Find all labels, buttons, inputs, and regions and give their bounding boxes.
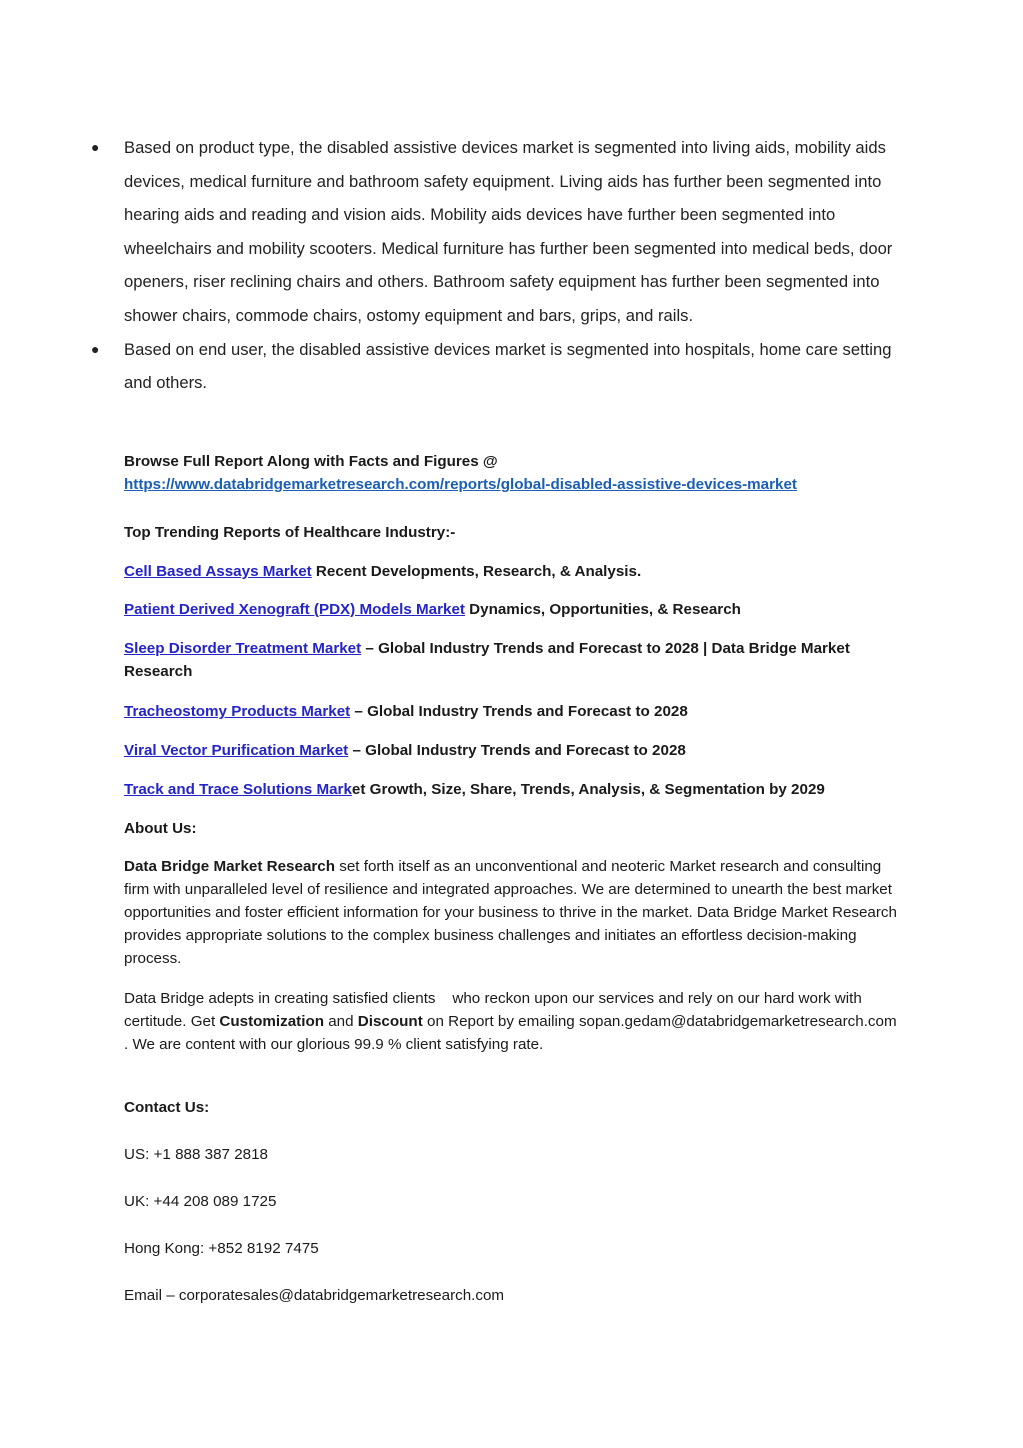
customization-text: Customization — [219, 1013, 325, 1030]
trending-desc: et Growth, Size, Share, Trends, Analysis, & Segmentation by 2029 — [351, 781, 825, 798]
contact-us-phone: US: +1 888 387 2818 — [124, 1146, 268, 1163]
bullet-dot-icon: ● — [91, 340, 100, 357]
trending-item — [124, 637, 884, 683]
contact-hk-phone: Hong Kong: +852 8192 7475 — [124, 1240, 319, 1257]
about-text: on Report by emailing sopan.gedam@databridgemarketresearch.com . We are content with our glorious 99.9 % client satisfying rate. — [124, 1013, 901, 1053]
trending-link[interactable]: Viral Vector Purification Market — [124, 742, 349, 759]
discount-text: Discount — [357, 1013, 423, 1030]
trending-desc: Recent Developments, Research, & Analysis. — [311, 563, 642, 580]
trending-item — [124, 560, 914, 583]
contact-heading: Contact Us: — [124, 1099, 210, 1116]
trending-item — [124, 700, 914, 723]
trending-link[interactable]: Patient Derived Xenograft (PDX) Models Market — [124, 601, 465, 618]
contact-email: Email – corporatesales@databridgemarketresearch.com — [124, 1287, 505, 1304]
about-paragraph-2 — [124, 987, 904, 1056]
trending-link[interactable]: Sleep Disorder Treatment Market — [124, 640, 362, 657]
trending-link[interactable]: Cell Based Assays Market — [124, 563, 312, 580]
trending-link[interactable]: Track and Trace Solutions Mark — [124, 781, 352, 798]
bullet-item-end-user — [88, 333, 908, 400]
company-name: Data Bridge Market Research — [124, 858, 336, 875]
trending-item — [124, 598, 914, 621]
trending-desc: – Global Industry Trends and Forecast to 2028 — [348, 742, 686, 759]
browse-report-block — [124, 450, 914, 496]
about-text: set forth itself as an unconventional and neoteric Market research and consulting firm with unparalleled level of resilience and integrated approaches. We are determined to unearth the best market opportunities and foster efficient information for your business to thrive in the market. Data Bridge Market Research provides appropriate solutions to the complex business challenges and initiates an effortless decision-making process. — [124, 858, 897, 967]
about-paragraph-1 — [124, 855, 904, 970]
bullet-item-product-type — [88, 131, 908, 333]
trending-item — [124, 739, 914, 762]
trending-item — [124, 778, 914, 801]
segmentation-bullet-list — [88, 131, 908, 400]
contact-uk-phone: UK: +44 208 089 1725 — [124, 1193, 277, 1210]
report-url-link[interactable]: https://www.databridgemarketresearch.com/reports/global-disabled-assistive-devices-market — [124, 476, 797, 493]
bullet-text: Based on end user, the disabled assistive devices market is segmented into hospitals, home care setting and others. — [124, 339, 892, 393]
about-text: Data Bridge adepts in creating satisfied clients who reckon upon our services and rely on our hard work with certitude. Get — [124, 990, 867, 1030]
bullet-text: Based on product type, the disabled assistive devices market is segmented into living aids, mobility aids devices, medical furniture and bathroom safety equipment. Living aids has further been segmented into hearing aids and reading and vision aids. Mobility aids devices have further been segmented into wheelchairs and mobility scooters. Medical furniture has further been segmented into medical beds, door openers, riser reclining chairs and others. Bathroom safety equipment has further been segmented into shower chairs, commode chairs, ostomy equipment and bars, grips, and rails. — [124, 138, 893, 325]
trending-desc: Dynamics, Opportunities, & Research — [464, 601, 741, 618]
bullet-dot-icon: ● — [91, 139, 100, 155]
trending-link[interactable]: Tracheostomy Products Market — [124, 703, 351, 720]
trending-heading: Top Trending Reports of Healthcare Industry:- — [124, 524, 456, 541]
about-text: and — [324, 1013, 358, 1030]
trending-desc: – Global Industry Trends and Forecast to 2028 — [350, 703, 688, 720]
about-heading: About Us: — [124, 820, 197, 837]
browse-label: Browse Full Report Along with Facts and Figures @ — [124, 453, 498, 470]
trending-desc: – Global Industry Trends and Forecast to 2028 | Data Bridge Market Research — [124, 640, 850, 680]
